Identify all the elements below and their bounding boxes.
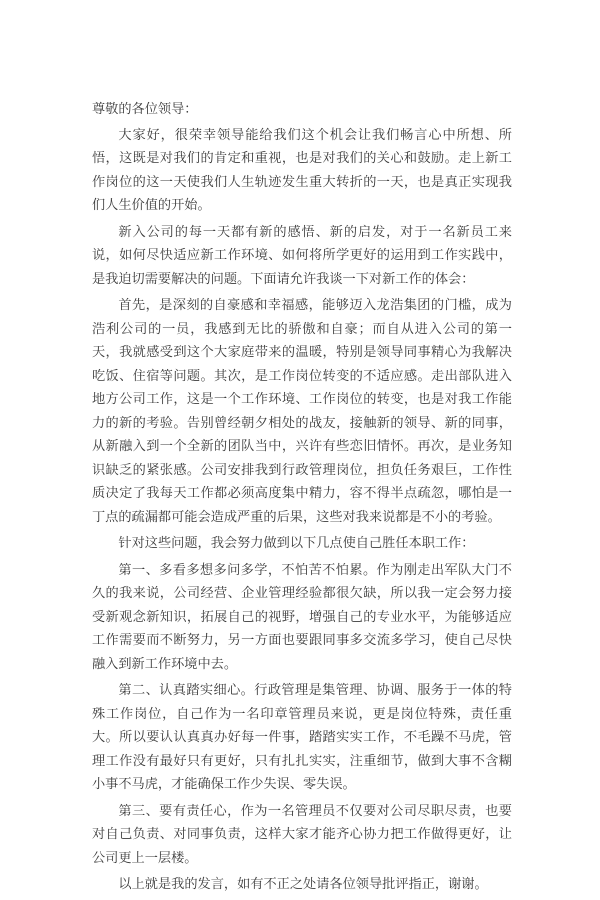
speech-body [92,98,512,900]
paragraph-point-two: 第二、认真踏实细心。行政管理是集管理、协调、服务于一体的特殊工作岗位，自己作为一名印章管理员来说，更是岗位特殊，责任重大。所以要认认真真办好每一件事，踏踏实实工作，不毛躁不马虎，管理工作没有最好只有更好，只有扎扎实实，注重细节，做到大事不含糊小事不马虎，才能确保工作少失误、零失误。 [92,683,512,792]
paragraph-point-three: 第三、要有责任心，作为一名管理员不仅要对公司尽职尽责，也要对自己负责、对同事负责，这样大家才能齐心协力把工作做得更好，让公司更上一层楼。 [92,803,512,866]
paragraph-feelings: 首先，是深刻的自豪感和幸福感，能够迈入龙浩集团的门槛，成为浩利公司的一员，我感到无比的骄傲和自豪；而自从进入公司的第一天，我就感受到这个大家庭带来的温暖，特别是领导同事精心为我解决吃饭、住宿等问题。其次，是工作岗位转变的不适应感。走出部队进入地方公司工作，这是一个工作环境、工作岗位的转变，也是对我工作能力的新的考验。告别曾经朝夕相处的战友，接触新的领导、新的同事，从新融入到一个全新的团队当中，兴许有些恋旧情怀。再次，是业务知识缺乏的紧张感。公司安排我到行政管理岗位，担负任务艰巨，工作性质决定了我每天工作都必须高度集中精力，容不得半点疏忽，哪怕是一丁点的疏漏都可能会造成严重的后果，这些对我来说都是不小的考验。 [92,298,512,525]
paragraph-point-one: 第一、多看多想多问多学，不怕苦不怕累。作为刚走出军队大门不久的我来说，公司经营、企业管理经验都很欠缺，所以我一定会努力接受新观念新知识，拓展自己的视野，增强自己的专业水平，为能够适应工作需要而不断努力，另一方面也要跟同事多交流多学习，使自己尽快融入到新工作环境中去。 [92,562,512,672]
paragraph-greeting: 大家好，很荣幸领导能给我们这个机会让我们畅言心中所想、所悟，这既是对我们的肯定和重视，也是对我们的关心和鼓励。走上新工作岗位的这一天使我们人生轨迹发生重大转折的一天，也是真正实现我们人生价值的开始。 [92,127,512,213]
paragraph-closing: 以上就是我的发言，如有不正之处请各位领导批评指正，谢谢。 [118,877,488,892]
salutation: 尊敬的各位领导： [92,102,198,117]
paragraph-plan-intro: 针对这些问题，我会努力做到以下几点使自己胜任本职工作： [118,536,475,551]
paragraph-intro: 新入公司的每一天都有新的感悟、新的启发，对于一名新员工来说，如何尽快适应新工作环境、如何将所学更好的运用到工作实践中，是我迫切需要解决的问题。下面请允许我谈一下对新工作的体会： [92,224,512,287]
